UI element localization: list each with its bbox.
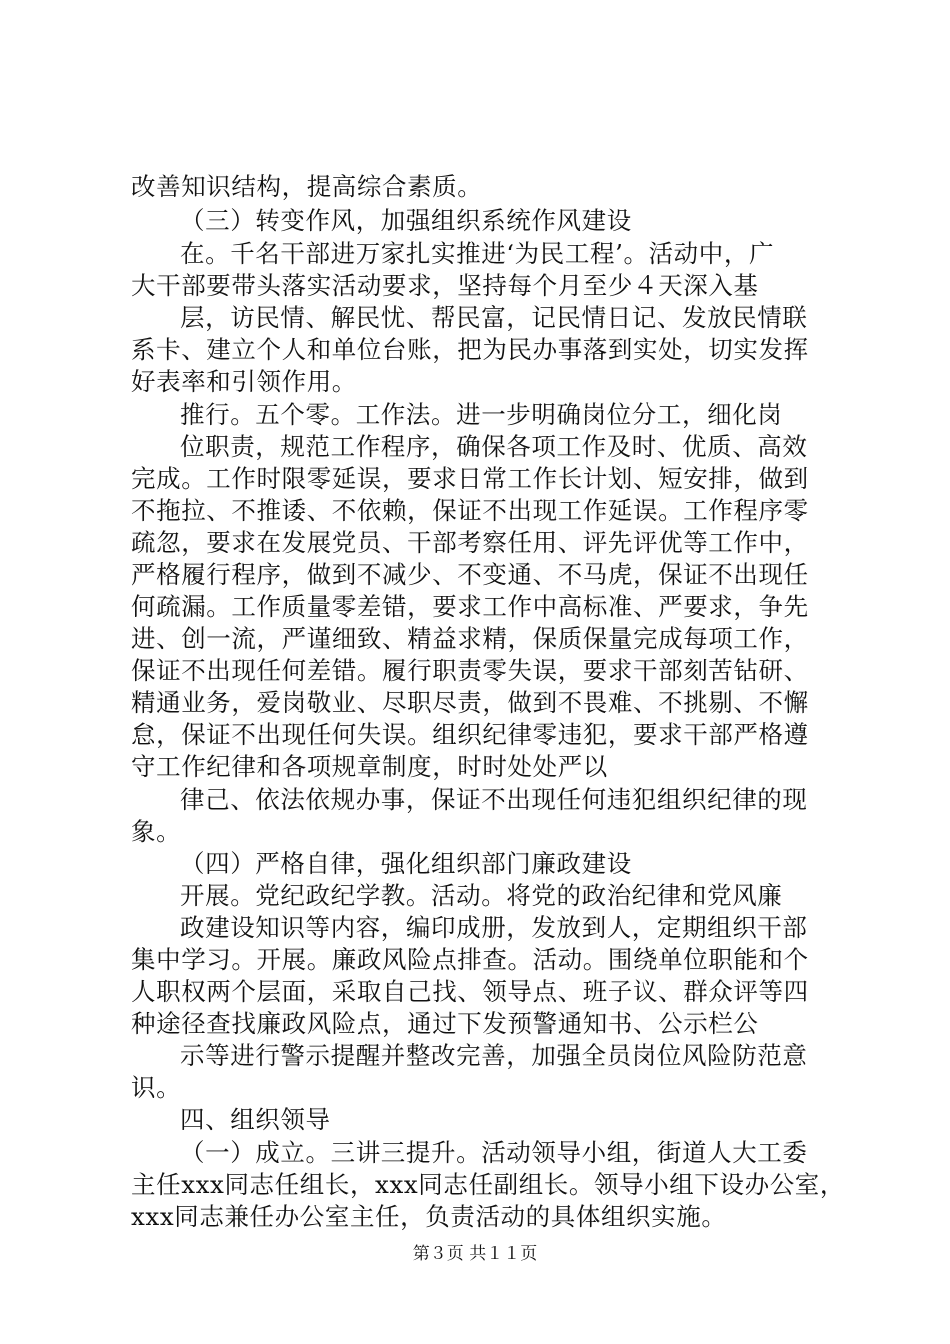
text-line: 识。 bbox=[131, 1073, 182, 1102]
text-line: 推行。五个零。工作法。进一步明确岗位分工，细化岗 bbox=[180, 400, 783, 429]
text-line: 进、创一流，严谨细致、精益求精，保质保量完成每项工作， bbox=[131, 624, 809, 653]
text-line: 疏忽，要求在发展党员、干部考察任用、评先评优等工作中， bbox=[131, 528, 809, 557]
text-line: 精通业务，爱岗敬业、尽职尽责，做到不畏难、不挑剔、不懈 bbox=[131, 688, 809, 717]
text-line: 怠，保证不出现任何失误。组织纪律零违犯，要求干部严格遵 bbox=[131, 720, 809, 749]
text-line: 律己、依法依规办事，保证不出现任何违犯组织纪律的现 bbox=[180, 785, 808, 814]
text-line: 改善知识结构，提高综合素质。 bbox=[131, 172, 483, 201]
text-line: 层，访民情、解民忧、帮民富，记民情日记、发放民情联 bbox=[180, 303, 808, 332]
text-line: 保证不出现任何差错。履行职责零失误，要求干部刻苦钻研、 bbox=[131, 656, 809, 685]
text-line: 集中学习。开展。廉政风险点排查。活动。围绕单位职能和个 bbox=[131, 945, 809, 974]
text-line: 好表率和引领作用。 bbox=[131, 367, 357, 396]
text-line: 大干部要带头落实活动要求，坚持每个月至少４天深入基 bbox=[131, 271, 759, 300]
section-heading: （四）严格自律，强化组织部门廉政建设 bbox=[180, 849, 632, 878]
text-line: 示等进行警示提醒并整改完善，加强全员岗位风险防范意 bbox=[180, 1041, 808, 1070]
text-line: 象。 bbox=[131, 817, 182, 846]
text-line: 开展。党纪政纪学教。活动。将党的政治纪律和党风廉 bbox=[180, 881, 783, 910]
text-line: 完成。工作时限零延误，要求日常工作长计划、短安排，做到 bbox=[131, 464, 809, 493]
text-line: 系卡、建立个人和单位台账，把为民办事落到实处，切实发挥 bbox=[131, 335, 809, 364]
text-line: 位职责，规范工作程序，确保各项工作及时、优质、高效 bbox=[180, 432, 808, 461]
text-line: 种途径查找廉政风险点，通过下发预警通知书、公示栏公 bbox=[131, 1009, 759, 1038]
text-line: 在。千名干部进万家扎实推进‘为民工程’。活动中，广 bbox=[180, 239, 775, 268]
section-heading: 四、组织领导 bbox=[180, 1105, 331, 1134]
page-number-footer: 第３页 共１１页 bbox=[412, 1244, 538, 1264]
text-line: 政建设知识等内容，编印成册，发放到人，定期组织干部 bbox=[180, 913, 808, 942]
text-line: （一）成立。三讲三提升。活动领导小组，街道人大工委 bbox=[180, 1138, 808, 1167]
text-line: xxx同志兼任办公室主任，负责活动的具体组织实施。 bbox=[131, 1202, 727, 1231]
text-line: 何疏漏。工作质量零差错，要求工作中高标准、严要求，争先 bbox=[131, 592, 809, 621]
text-line: 严格履行程序，做到不减少、不变通、不马虎，保证不出现任 bbox=[131, 560, 809, 589]
text-line: 主任xxx同志任组长，xxx同志任副组长。领导小组下设办公室， bbox=[131, 1170, 845, 1199]
text-line: 人职权两个层面，采取自己找、领导点、班子议、群众评等四 bbox=[131, 977, 809, 1006]
text-line: 守工作纪律和各项规章制度，时时处处严以 bbox=[131, 752, 608, 781]
section-heading: （三）转变作风，加强组织系统作风建设 bbox=[180, 206, 632, 235]
text-line: 不拖拉、不推诿、不依赖，保证不出现工作延误。工作程序零 bbox=[131, 496, 809, 525]
